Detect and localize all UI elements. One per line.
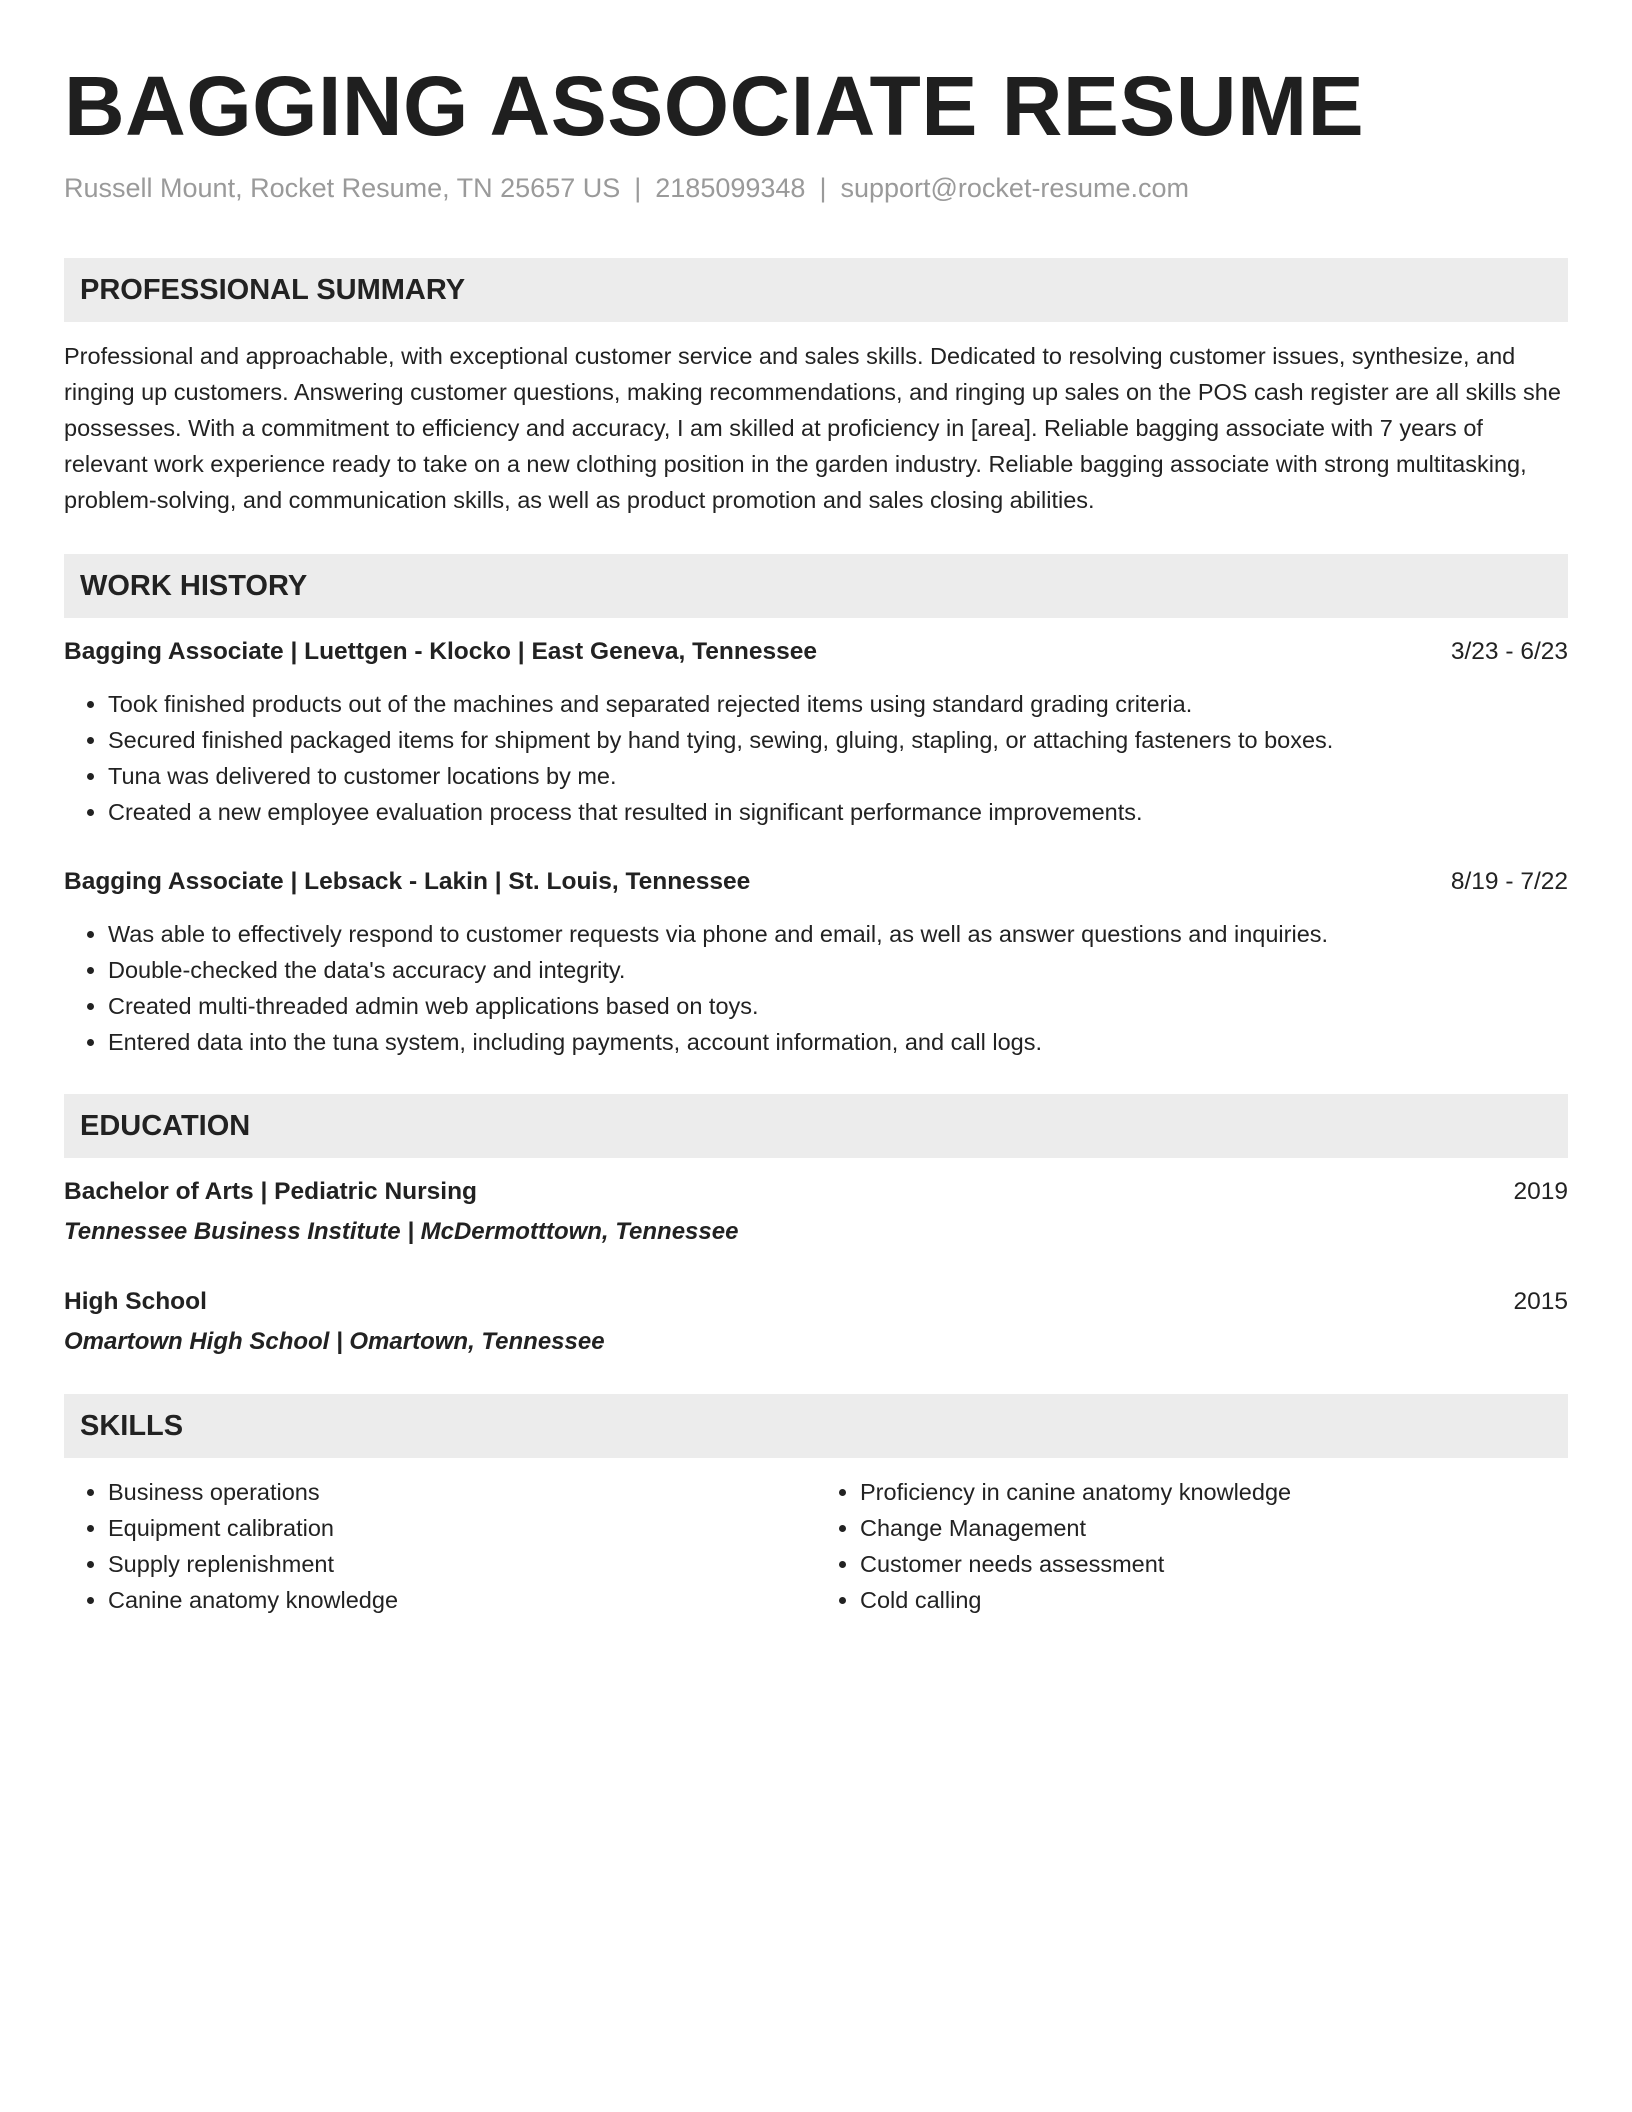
job-bullet-list: [64, 686, 1568, 830]
education-entry: [64, 1284, 1568, 1360]
job-bullet: • Entered data into the tuna system, including payments, account information, and call logs.: [108, 1024, 1568, 1060]
job-entry: [64, 864, 1568, 1060]
education-year: 2019: [1513, 1178, 1568, 1205]
education-degree: Bachelor of Arts | Pediatric Nursing: [64, 1178, 478, 1205]
job-bullet: • Tuna was delivered to customer locations by me.: [108, 758, 1568, 794]
contact-address: Russell Mount, Rocket Resume, TN 25657 US: [64, 173, 621, 203]
contact-email: support@rocket-resume.com: [840, 173, 1189, 203]
contact-line: [64, 170, 1568, 206]
education-school: Tennessee Business Institute | McDermotttown, Tennessee: [64, 1218, 739, 1245]
section-heading-summary: PROFESSIONAL SUMMARY: [64, 258, 1568, 322]
skill-item: • Canine anatomy knowledge: [108, 1582, 816, 1618]
summary-text: Professional and approachable, with exceptional customer service and sales skills. Dedicated to resolving customer issues, synthesize, and ringing up customers. Answering customer questions, making recommendations, and ringing up sales on the POS cash register are all skills she possesses. With a commitment to efficiency and accuracy, I am skilled at proficiency in [area]. Reliable bagging associate with 7 years of relevant work experience ready to take on a new clothing position in the garden industry. Reliable bagging associate with strong multitasking, problem-solving, and communication skills, as well as product promotion and sales closing abilities.: [64, 343, 1561, 513]
education-year: 2015: [1513, 1288, 1568, 1315]
education-degree: High School: [64, 1288, 207, 1315]
section-heading-work-history: WORK HISTORY: [64, 554, 1568, 618]
contact-separator: |: [634, 173, 642, 203]
job-bullet: • Was able to effectively respond to customer requests via phone and email, as well as answer questions and inquiries.: [108, 916, 1568, 952]
skill-item: • Equipment calibration: [108, 1510, 816, 1546]
job-header: [64, 634, 1568, 670]
education-header: [64, 1174, 1568, 1210]
section-heading-skills: SKILLS: [64, 1394, 1568, 1458]
section-heading-education: EDUCATION: [64, 1094, 1568, 1158]
skill-item: • Change Management: [860, 1510, 1568, 1546]
skill-item: • Customer needs assessment: [860, 1546, 1568, 1582]
contact-separator: |: [819, 173, 827, 203]
job-bullet: • Took finished products out of the machines and separated rejected items using standard grading criteria.: [108, 686, 1568, 722]
job-bullet: • Secured finished packaged items for shipment by hand tying, sewing, gluing, stapling, or attaching fasteners to boxes.: [108, 722, 1568, 758]
skills-grid: [64, 1474, 1568, 1618]
skills-column-left: [64, 1474, 816, 1618]
skill-item: • Proficiency in canine anatomy knowledge: [860, 1474, 1568, 1510]
job-header: [64, 864, 1568, 900]
education-entry: [64, 1174, 1568, 1250]
skill-item: • Cold calling: [860, 1582, 1568, 1618]
job-bullet: • Double-checked the data's accuracy and integrity.: [108, 952, 1568, 988]
resume-title: BAGGING ASSOCIATE RESUME: [64, 59, 1365, 153]
job-title: Bagging Associate | Lebsack - Lakin | St. Louis, Tennessee: [64, 868, 751, 895]
job-bullet-list: [64, 916, 1568, 1060]
job-dates: 8/19 - 7/22: [1450, 868, 1568, 895]
skill-item: • Supply replenishment: [108, 1546, 816, 1582]
job-title: Bagging Associate | Luettgen - Klocko | East Geneva, Tennessee: [64, 638, 817, 665]
job-entry: [64, 634, 1568, 830]
skill-item: • Business operations: [108, 1474, 816, 1510]
job-dates: 3/23 - 6/23: [1450, 638, 1568, 665]
job-bullet: • Created a new employee evaluation process that resulted in significant performance improvements.: [108, 794, 1568, 830]
education-header: [64, 1284, 1568, 1320]
contact-phone: 2185099348: [655, 173, 806, 203]
job-bullet: • Created multi-threaded admin web applications based on toys.: [108, 988, 1568, 1024]
education-school: Omartown High School | Omartown, Tennessee: [64, 1328, 605, 1355]
skills-column-right: [816, 1474, 1568, 1618]
